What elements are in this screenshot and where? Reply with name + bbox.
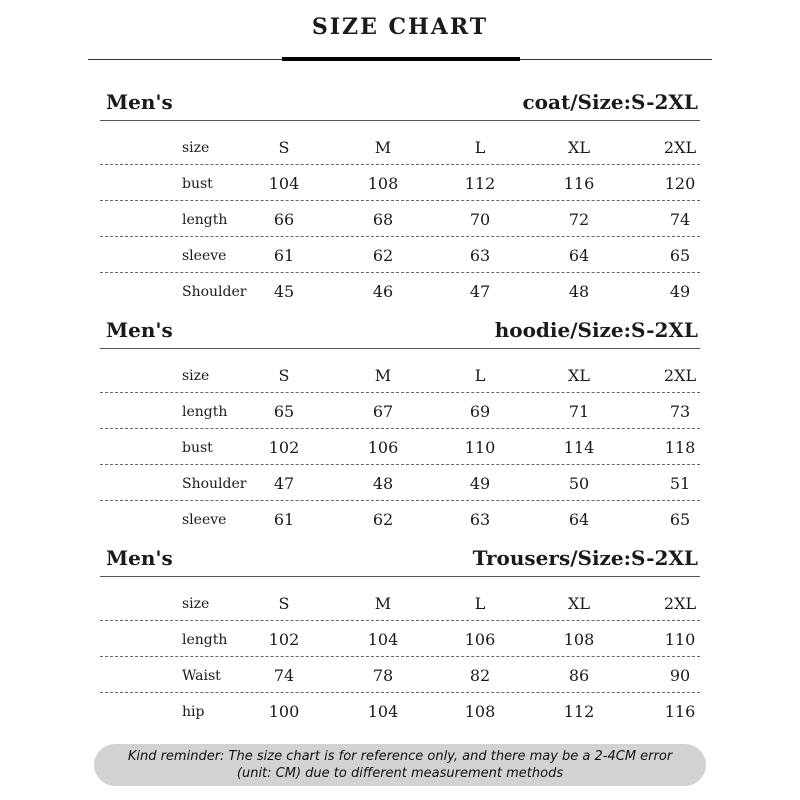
row-divider	[100, 428, 700, 429]
size-header-cell: 2XL	[663, 366, 697, 385]
measurement-value: 106	[367, 438, 399, 457]
section-coat	[100, 90, 700, 316]
measurement-label: sleeve	[182, 512, 227, 528]
measurement-value: 112	[563, 702, 595, 721]
measurement-value: 50	[568, 474, 590, 493]
row-divider	[100, 656, 700, 657]
measurement-label: hip	[182, 704, 205, 720]
measurement-value: 47	[273, 474, 295, 493]
measurement-label: size	[182, 140, 210, 156]
measurement-value: 116	[563, 174, 595, 193]
measurement-label: size	[182, 368, 210, 384]
measurement-value: 46	[372, 282, 394, 301]
measurement-value: 108	[464, 702, 496, 721]
measurement-value: 49	[469, 474, 491, 493]
measurement-value: 74	[669, 210, 691, 229]
measurement-value: 64	[568, 246, 590, 265]
measurement-value: 65	[273, 402, 295, 421]
measurement-value: 104	[268, 174, 300, 193]
size-header-cell: XL	[567, 138, 590, 157]
table-row	[100, 202, 700, 238]
size-header-cell: L	[474, 366, 486, 385]
size-header-cell: M	[374, 138, 392, 157]
row-divider	[100, 692, 700, 693]
measurement-value: 67	[372, 402, 394, 421]
measurement-label: Shoulder	[182, 284, 247, 300]
measurement-label: sleeve	[182, 248, 227, 264]
measurement-label: length	[182, 632, 228, 648]
table-header-row	[100, 358, 700, 394]
measurement-value: 78	[372, 666, 394, 685]
measurement-value: 64	[568, 510, 590, 529]
size-header-cell: XL	[567, 594, 590, 613]
measurement-value: 104	[367, 702, 399, 721]
page-title: SIZE CHART	[311, 14, 489, 40]
measurement-value: 74	[273, 666, 295, 685]
measurement-value: 86	[568, 666, 590, 685]
measurement-value: 120	[664, 174, 696, 193]
measurement-value: 49	[669, 282, 691, 301]
table-row	[100, 394, 700, 430]
section-header	[100, 90, 700, 120]
section-header-divider	[100, 120, 700, 121]
section-garment-size: Trousers/Size:S-2XL	[472, 546, 698, 570]
row-divider	[100, 236, 700, 237]
size-header-cell: S	[278, 366, 290, 385]
measurement-value: 48	[568, 282, 590, 301]
measurement-value: 90	[669, 666, 691, 685]
section-garment-size: coat/Size:S-2XL	[522, 90, 698, 114]
row-divider	[100, 620, 700, 621]
measurement-value: 108	[563, 630, 595, 649]
size-header-cell: L	[474, 138, 486, 157]
section-header	[100, 546, 700, 576]
measurement-value: 100	[268, 702, 300, 721]
measurement-label: bust	[182, 176, 213, 192]
section-hoodie	[100, 318, 700, 544]
row-divider	[100, 200, 700, 201]
table-row	[100, 430, 700, 466]
measurement-value: 106	[464, 630, 496, 649]
measurement-value: 112	[464, 174, 496, 193]
row-divider	[100, 500, 700, 501]
measurement-value: 102	[268, 438, 300, 457]
table-row	[100, 658, 700, 694]
measurement-value: 63	[469, 246, 491, 265]
measurement-value: 71	[568, 402, 590, 421]
section-trousers	[100, 546, 700, 736]
size-header-cell: S	[278, 138, 290, 157]
table-row	[100, 502, 700, 538]
measurement-label: Shoulder	[182, 476, 247, 492]
table-row	[100, 274, 700, 310]
size-header-cell: M	[374, 366, 392, 385]
section-garment-size: hoodie/Size:S-2XL	[494, 318, 698, 342]
measurement-value: 82	[469, 666, 491, 685]
measurement-value: 66	[273, 210, 295, 229]
measurement-label: bust	[182, 440, 213, 456]
measurement-value: 70	[469, 210, 491, 229]
measurement-value: 102	[268, 630, 300, 649]
measurement-value: 65	[669, 510, 691, 529]
measurement-value: 104	[367, 630, 399, 649]
size-header-cell: M	[374, 594, 392, 613]
measurement-value: 65	[669, 246, 691, 265]
table-row	[100, 622, 700, 658]
row-divider	[100, 464, 700, 465]
reminder-line-2: (unit: CM) due to different measurement methods	[236, 766, 564, 781]
row-divider	[100, 272, 700, 273]
section-gender: Men's	[106, 318, 173, 342]
measurement-value: 69	[469, 402, 491, 421]
measurement-label: length	[182, 212, 228, 228]
measurement-value: 108	[367, 174, 399, 193]
title-accent-bar	[282, 57, 520, 61]
measurement-value: 114	[563, 438, 595, 457]
section-gender: Men's	[106, 546, 173, 570]
row-divider	[100, 164, 700, 165]
measurement-value: 63	[469, 510, 491, 529]
measurement-value: 110	[664, 630, 696, 649]
measurement-value: 68	[372, 210, 394, 229]
measurement-value: 62	[372, 246, 394, 265]
measurement-value: 72	[568, 210, 590, 229]
measurement-label: size	[182, 596, 210, 612]
size-header-cell: S	[278, 594, 290, 613]
measurement-value: 73	[669, 402, 691, 421]
size-header-cell: 2XL	[663, 138, 697, 157]
measurement-value: 61	[273, 246, 295, 265]
table-row	[100, 694, 700, 730]
measurement-value: 48	[372, 474, 394, 493]
size-header-cell: XL	[567, 366, 590, 385]
section-gender: Men's	[106, 90, 173, 114]
table-row	[100, 166, 700, 202]
measurement-value: 62	[372, 510, 394, 529]
measurement-value: 47	[469, 282, 491, 301]
table-header-row	[100, 130, 700, 166]
reminder-line-1: Kind reminder: The size chart is for reference only, and there may be a 2-4CM error	[127, 749, 673, 764]
measurement-value: 61	[273, 510, 295, 529]
measurement-value: 51	[669, 474, 691, 493]
section-header-divider	[100, 348, 700, 349]
measurement-value: 110	[464, 438, 496, 457]
measurement-value: 118	[664, 438, 696, 457]
section-header-divider	[100, 576, 700, 577]
section-header	[100, 318, 700, 348]
table-row	[100, 238, 700, 274]
measurement-label: length	[182, 404, 228, 420]
measurement-label: Waist	[182, 668, 221, 684]
size-header-cell: L	[474, 594, 486, 613]
row-divider	[100, 392, 700, 393]
size-header-cell: 2XL	[663, 594, 697, 613]
table-row	[100, 466, 700, 502]
kind-reminder	[94, 744, 706, 786]
table-header-row	[100, 586, 700, 622]
measurement-value: 45	[273, 282, 295, 301]
measurement-value: 116	[664, 702, 696, 721]
